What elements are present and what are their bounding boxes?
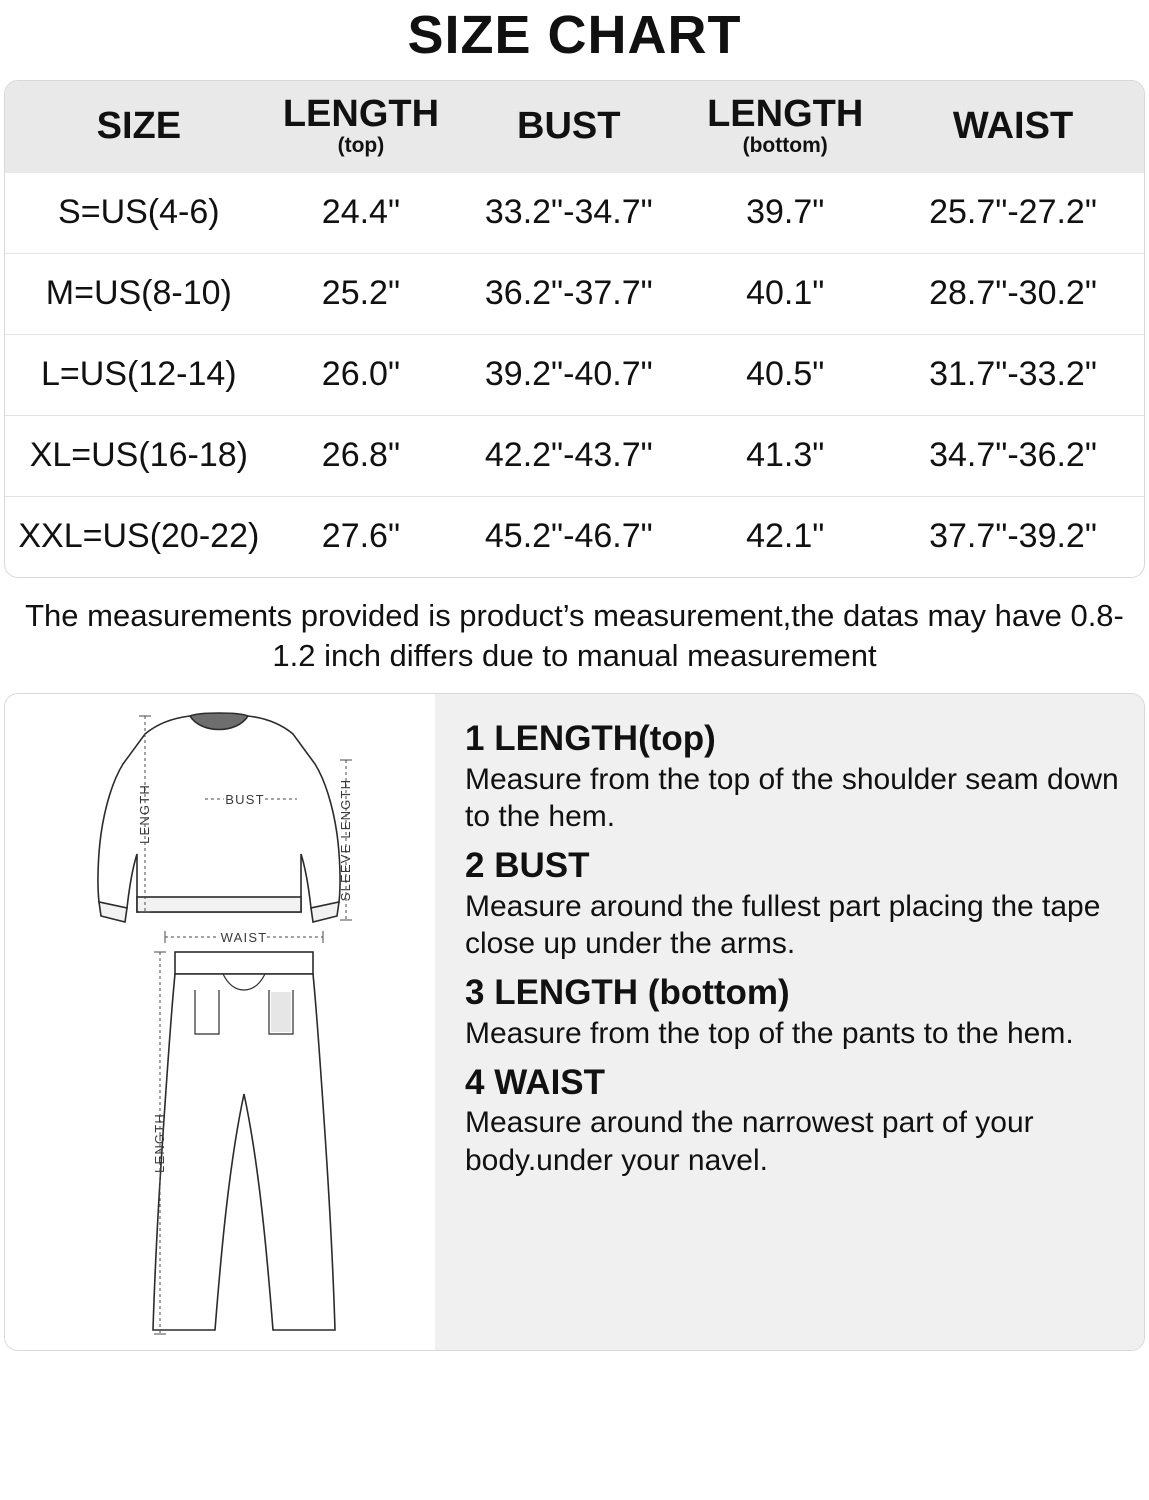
label-waist: WAIST <box>220 930 268 946</box>
table-row <box>5 497 1144 578</box>
cell-waist: 28.7"-30.2" <box>882 254 1144 335</box>
cell-bust: 36.2"-37.7" <box>449 254 688 335</box>
cell-length-bottom: 40.5" <box>688 335 882 416</box>
instruction-heading-1: 1 LENGTH(top) <box>465 719 716 759</box>
table-header <box>5 81 1144 173</box>
instruction-body-3: Measure from the top of the pants to the hem. <box>465 1016 1074 1050</box>
instruction-body-4: Measure around the narrowest part of your body.under your navel. <box>465 1106 1034 1177</box>
cell-bust: 42.2"-43.7" <box>449 416 688 497</box>
column-header-waist-main: WAIST <box>952 105 1074 148</box>
cell-bust: 45.2"-46.7" <box>449 497 688 578</box>
garment-illustration <box>5 694 435 1350</box>
cell-waist: 37.7"-39.2" <box>882 497 1144 578</box>
instruction-heading-2: 2 BUST <box>465 846 590 886</box>
label-sleeve-length: SLEEVE LENGTH <box>338 779 353 902</box>
label-top-length: LENGTH <box>137 784 152 845</box>
column-header-length-bottom <box>688 81 882 173</box>
column-header-bust <box>449 81 688 173</box>
cell-length-top: 27.6" <box>273 497 450 578</box>
cell-size: XXL=US(20-22) <box>5 497 273 578</box>
column-header-length-top <box>273 81 450 173</box>
table-row <box>5 254 1144 335</box>
cell-size: XL=US(16-18) <box>5 416 273 497</box>
measurement-guide-card <box>4 693 1145 1351</box>
cell-bust: 39.2"-40.7" <box>449 335 688 416</box>
label-bottom-length: LENGTH <box>152 1113 167 1174</box>
table-row <box>5 335 1144 416</box>
cell-length-bottom: 39.7" <box>746 193 825 232</box>
instruction-body-2: Measure around the fullest part placing the tape close up under the arms. <box>465 889 1101 960</box>
label-bust: BUST <box>225 792 265 808</box>
column-header-bust-main: BUST <box>517 105 621 148</box>
size-table <box>5 81 1144 577</box>
cell-size: L=US(12-14) <box>5 335 273 416</box>
cell-size: M=US(8-10) <box>5 254 273 335</box>
column-header-size <box>5 81 273 173</box>
cell-length-top: 24.4" <box>321 193 401 232</box>
table-row <box>5 173 1144 254</box>
cell-waist: 31.7"-33.2" <box>882 335 1144 416</box>
instructions-panel <box>435 694 1144 1350</box>
cell-waist: 25.7"-27.2" <box>929 193 1097 232</box>
size-table-card <box>4 80 1145 578</box>
instruction-heading-4: 4 WAIST <box>465 1062 606 1102</box>
instruction-body-1: Measure from the top of the shoulder seam down to the hem. <box>465 762 1119 834</box>
measurement-note: The measurements provided is product’s measurement,the datas may have 0.8-1.2 inch differs due to manual measurement <box>25 598 1124 673</box>
column-header-size-main: SIZE <box>96 105 182 148</box>
column-header-waist <box>882 81 1144 173</box>
cell-length-bottom: 40.1" <box>688 254 882 335</box>
cell-length-top: 26.8" <box>273 416 450 497</box>
column-header-length-bottom-sub: (bottom) <box>742 134 828 157</box>
cell-length-bottom: 41.3" <box>688 416 882 497</box>
cell-waist: 34.7"-36.2" <box>882 416 1144 497</box>
cell-length-top: 26.0" <box>273 335 450 416</box>
table-body <box>5 173 1144 577</box>
cell-size: S=US(4-6) <box>58 193 220 232</box>
cell-length-top: 25.2" <box>273 254 450 335</box>
garment-diagram-svg <box>5 694 435 1350</box>
page-title: SIZE CHART <box>407 5 742 65</box>
cell-length-bottom: 42.1" <box>688 497 882 578</box>
table-row <box>5 416 1144 497</box>
table-header-row <box>5 81 1144 173</box>
cell-bust: 33.2"-34.7" <box>484 193 653 232</box>
column-header-length-bottom-main: LENGTH <box>707 93 864 135</box>
column-header-length-top-sub: (top) <box>337 134 385 157</box>
instruction-heading-3: 3 LENGTH (bottom) <box>465 973 790 1013</box>
column-header-length-top-main: LENGTH <box>282 93 440 135</box>
